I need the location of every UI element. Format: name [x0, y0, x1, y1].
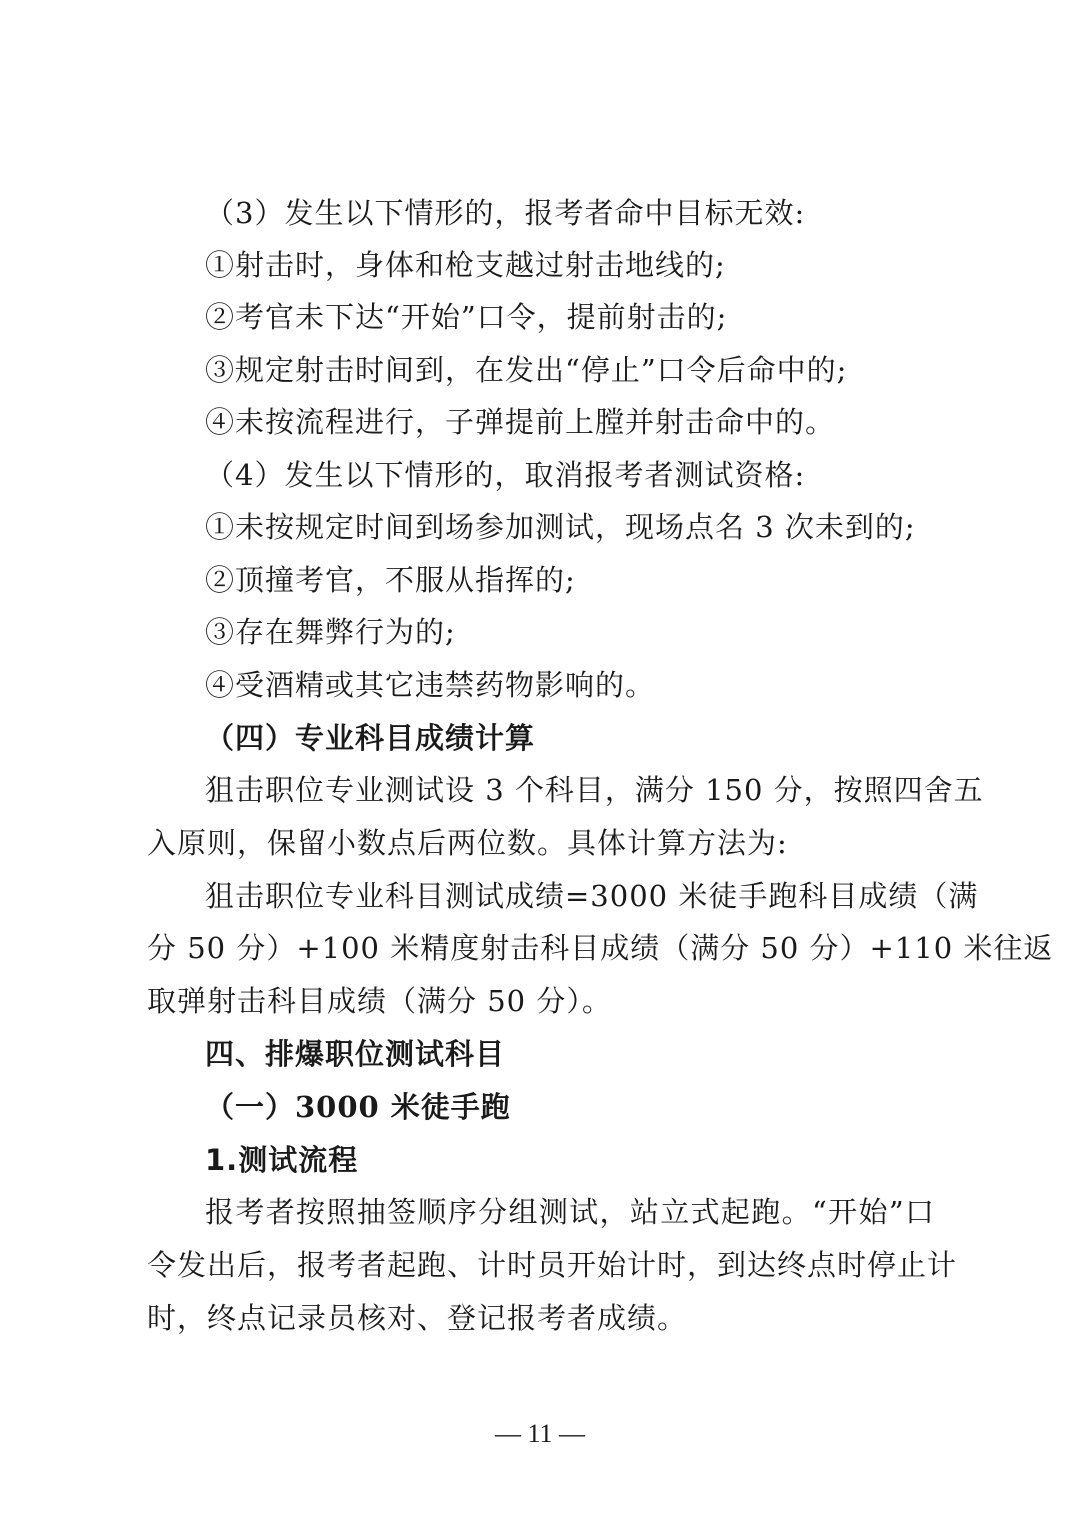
clause-3-item-3: ③规定射击时间到，在发出“停止”口令后命中的; [205, 353, 848, 387]
clause-4-item-3: ③存在舞弊行为的; [205, 615, 456, 649]
chapter-heading-eod-positions: 四、排爆职位测试科目 [205, 1037, 506, 1071]
paragraph-formula-line-2: 分 50 分）+100 米精度射击科目成绩（满分 50 分）+110 米往返 [147, 931, 1054, 965]
clause-4-item-1: ①未按规定时间到场参加测试，现场点名 3 次未到的; [205, 510, 916, 544]
paragraph-formula-line-1: 狙击职位专业科目测试成绩=3000 米徒手跑科目成绩（满 [205, 879, 979, 913]
clause-3-item-1: ①射击时，身体和枪支越过射击地线的; [205, 248, 726, 282]
clause-3-heading: （3）发生以下情形的，报考者命中目标无效: [205, 196, 806, 230]
clause-4-heading: （4）发生以下情形的，取消报考者测试资格: [205, 458, 806, 492]
clause-3-item-4: ④未按流程进行，子弹提前上膛并射击命中的。 [205, 405, 836, 439]
section-heading-3000m-run: （一）3000 米徒手跑 [205, 1090, 511, 1124]
paragraph-procedure-line-3: 时，终点记录员核对、登记报考者成绩。 [147, 1301, 688, 1335]
clause-4-item-2: ②顶撞考官，不服从指挥的; [205, 563, 576, 597]
clause-4-item-4: ④受酒精或其它违禁药物影响的。 [205, 668, 656, 702]
paragraph-procedure-line-2: 令发出后，报考者起跑、计时员开始计时，到达终点时停止计 [147, 1248, 958, 1282]
subsection-heading-test-procedure: 1.测试流程 [205, 1143, 359, 1177]
paragraph-formula-line-3: 取弹射击科目成绩（满分 50 分）。 [147, 984, 612, 1018]
clause-3-item-2: ②考官未下达“开始”口令，提前射击的; [205, 300, 728, 334]
paragraph-procedure-line-1: 报考者按照抽签顺序分组测试，站立式起跑。“开始”口 [205, 1195, 935, 1229]
section-heading-score-calculation: （四）专业科目成绩计算 [205, 721, 536, 755]
paragraph-score-line-2: 入原则，保留小数点后两位数。具体计算方法为: [147, 826, 788, 860]
page-number: — 11 — [494, 1419, 586, 1448]
paragraph-score-line-1: 狙击职位专业测试设 3 个科目，满分 150 分，按照四舍五 [205, 773, 984, 807]
